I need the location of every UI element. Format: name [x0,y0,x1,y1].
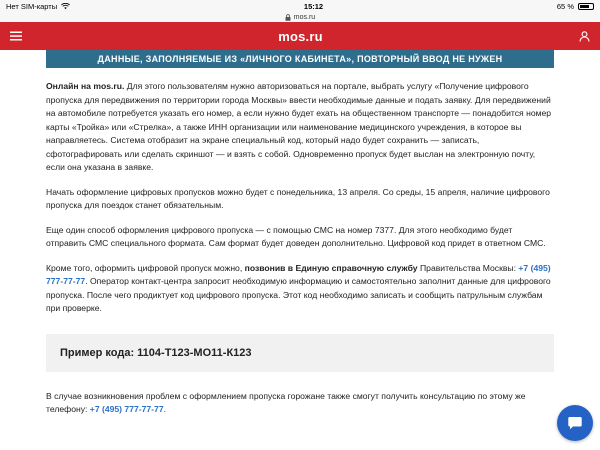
phone-link-consult[interactable]: +7 (495) 777-77-77 [89,404,164,414]
paragraph-online-lead: Онлайн на mos.ru. [46,81,125,91]
paragraph-consult-end: . [163,404,167,414]
lock-icon [285,14,291,21]
code-example-box: Пример кода: 1104-Т123-МО11-К123 [46,334,554,372]
status-time: 15:12 [303,1,324,11]
address-domain: mos.ru [293,13,316,21]
article-body [0,80,600,417]
paragraph-consult [46,390,554,417]
paragraph-phone-end: . Оператор контакт-центра запросит необходимую информацию и самостоятельно заполнит данные для цифрового пропуска. После чего продиктует код цифрового пропуска. Этот код необходимо записать и сообщить патрульным службам при проверке. [46,276,551,313]
wifi-icon [61,3,70,10]
chat-icon [567,415,583,431]
address-bar[interactable] [0,12,600,22]
chat-button[interactable] [557,405,593,441]
paragraph-online-text: Для этого пользователям нужно авторизоваться на портале, выбрать услугу «Получение цифрового пропуска для передвижения по территории города Москвы» ввести необходимые данные и подать заявку. Для передвижений на автомобиле потребуется указать его номер, а если нужно будет ехать на общественном транспорте — понадобится номер карты «Тройка» или «Стрелка», а также ИНН организации или наименование медицинского учреждения, в которое вы направляетесь. Система отобразит на экране специальный код, который надо будет сохранить — записать, сфотографировать или сделать скриншот — и взять с собой. Одновременно пропуск будет выслан на электронную почту, если она указана в заявке. [46,81,552,172]
carrier-label: Нет SIM-карты [6,1,58,11]
paragraph-phone-start: Кроме того, оформить цифровой пропуск можно, [46,262,245,273]
site-logo-title[interactable]: mos.ru [278,28,323,44]
menu-icon[interactable] [10,31,22,41]
paragraph-consult-text: В случае возникновения проблем с оформлением пропуска горожане также смогут получить консультацию по этому же телефону: [46,390,526,414]
battery-percent: 65 % [556,1,574,11]
site-header [0,22,600,50]
status-bar [0,0,600,12]
paragraph-sms: Еще один способ оформления цифрового пропуска — с помощью СМС на номер 7377. Для этого необходимо будет отправить СМС специального формата. Сам формат будет доведен дополнительно. Цифровой код придет в ответном СМС. [46,224,546,248]
paragraph-online [46,80,554,175]
info-banner: ДАННЫЕ, ЗАПОЛНЯЕМЫЕ ИЗ «ЛИЧНОГО КАБИНЕТА», ПОВТОРНЫЙ ВВОД НЕ НУЖЕН [46,50,554,68]
battery-icon [578,3,594,10]
paragraph-phone-service: позвонив в Единую справочную службу [244,262,418,273]
phone-link[interactable]: +7 (495) 777-77-77 [46,262,551,286]
profile-icon[interactable] [579,31,590,42]
paragraph-dates: Начать оформление цифровых пропусков можно будет с понедельника, 13 апреля. Со среды, 15 апреля, наличие цифрового пропуска для поездок станет обязательным. [46,186,550,210]
paragraph-phone [46,262,554,316]
paragraph-phone-mid: Правительства Москвы: [417,262,519,273]
